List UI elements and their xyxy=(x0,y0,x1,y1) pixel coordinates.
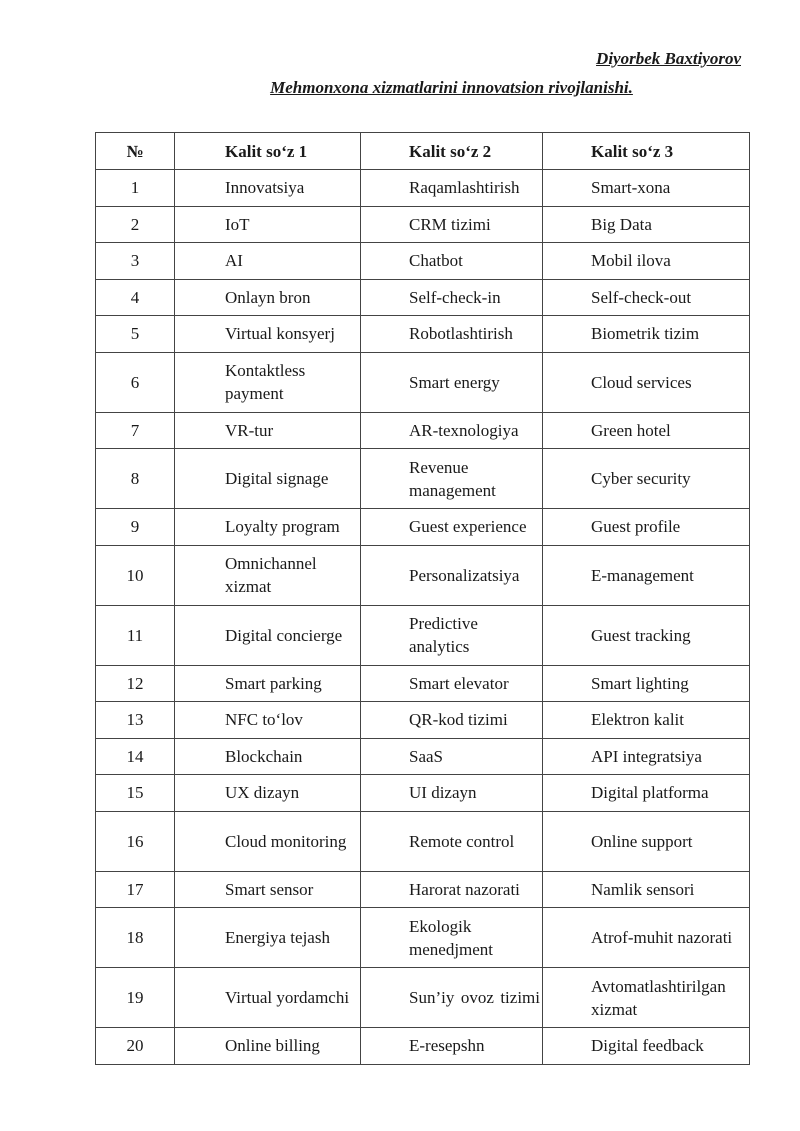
keyword-cell: AR-texnologiya xyxy=(361,412,543,449)
keyword-cell: Digital concierge xyxy=(175,605,361,665)
keyword-cell: Atrof-muhit nazorati xyxy=(543,908,750,968)
keyword-cell: NFC to‘lov xyxy=(175,702,361,739)
keyword-cell: Elektron kalit xyxy=(543,702,750,739)
document-title: Mehmonxona xizmatlarini innovatsion rivojlanishi. xyxy=(270,78,633,97)
keyword-cell: SaaS xyxy=(361,738,543,775)
keyword-cell: Smart sensor xyxy=(175,871,361,908)
keyword-cell: Big Data xyxy=(543,206,750,243)
table-row xyxy=(96,968,750,1028)
row-number-cell: 15 xyxy=(96,775,175,812)
keyword-cell: Onlayn bron xyxy=(175,279,361,316)
keyword-cell: E-management xyxy=(543,545,750,605)
keyword-cell: Smart elevator xyxy=(361,665,543,702)
row-number-cell: 19 xyxy=(96,968,175,1028)
column-header-keyword-3: Kalit so‘z 3 xyxy=(543,133,750,170)
table-row xyxy=(96,545,750,605)
table-row xyxy=(96,279,750,316)
row-number-cell: 9 xyxy=(96,509,175,546)
author-name: Diyorbek Baxtiyorov xyxy=(596,49,741,68)
table-row xyxy=(96,243,750,280)
keyword-cell: Digital platforma xyxy=(543,775,750,812)
table-row xyxy=(96,352,750,412)
keyword-cell: Sun’iy ovoz tizimi xyxy=(361,968,543,1028)
keyword-cell: Personalizatsiya xyxy=(361,545,543,605)
keyword-cell: Smart parking xyxy=(175,665,361,702)
table-row xyxy=(96,509,750,546)
table-row xyxy=(96,1028,750,1065)
table-row xyxy=(96,316,750,353)
keyword-cell: UX dizayn xyxy=(175,775,361,812)
keyword-cell: Namlik sensori xyxy=(543,871,750,908)
table-row xyxy=(96,605,750,665)
keyword-cell: Cloud services xyxy=(543,352,750,412)
keyword-cell: Guest tracking xyxy=(543,605,750,665)
table-row xyxy=(96,449,750,509)
keyword-cell: AI xyxy=(175,243,361,280)
table-row xyxy=(96,871,750,908)
row-number-cell: 3 xyxy=(96,243,175,280)
table-row xyxy=(96,702,750,739)
table-header-row xyxy=(96,133,750,170)
keyword-cell: Digital feedback xyxy=(543,1028,750,1065)
keyword-cell: Virtual yordamchi xyxy=(175,968,361,1028)
table-row xyxy=(96,775,750,812)
keyword-cell: IoT xyxy=(175,206,361,243)
keyword-cell: Revenue management xyxy=(361,449,543,509)
keyword-cell: Biometrik tizim xyxy=(543,316,750,353)
keyword-cell: Energiya tejash xyxy=(175,908,361,968)
keyword-cell: Self-check-in xyxy=(361,279,543,316)
row-number-cell: 8 xyxy=(96,449,175,509)
keyword-cell: E-resepshn xyxy=(361,1028,543,1065)
keyword-cell: Innovatsiya xyxy=(175,170,361,207)
keyword-cell: Kontaktless payment xyxy=(175,352,361,412)
keyword-cell: QR-kod tizimi xyxy=(361,702,543,739)
row-number-cell: 13 xyxy=(96,702,175,739)
row-number-cell: 5 xyxy=(96,316,175,353)
keyword-cell: Virtual konsyerj xyxy=(175,316,361,353)
keyword-cell: Blockchain xyxy=(175,738,361,775)
keyword-cell: Robotlashtirish xyxy=(361,316,543,353)
keyword-cell: VR-tur xyxy=(175,412,361,449)
row-number-cell: 7 xyxy=(96,412,175,449)
column-header-number: № xyxy=(96,133,175,170)
keyword-cell: Cyber security xyxy=(543,449,750,509)
keywords-table xyxy=(95,132,750,1065)
row-number-cell: 11 xyxy=(96,605,175,665)
keyword-cell: Online billing xyxy=(175,1028,361,1065)
keyword-cell: Green hotel xyxy=(543,412,750,449)
keyword-cell: Smart-xona xyxy=(543,170,750,207)
row-number-cell: 12 xyxy=(96,665,175,702)
table-row xyxy=(96,206,750,243)
keyword-cell: Online support xyxy=(543,811,750,871)
keyword-cell: CRM tizimi xyxy=(361,206,543,243)
table-row xyxy=(96,412,750,449)
keyword-cell: Raqamlashtirish xyxy=(361,170,543,207)
keyword-cell: Cloud monitoring xyxy=(175,811,361,871)
keyword-cell: Chatbot xyxy=(361,243,543,280)
row-number-cell: 6 xyxy=(96,352,175,412)
table-row xyxy=(96,170,750,207)
keyword-cell: Predictive analytics xyxy=(361,605,543,665)
table-row xyxy=(96,665,750,702)
row-number-cell: 10 xyxy=(96,545,175,605)
keyword-cell: Remote control xyxy=(361,811,543,871)
column-header-keyword-1: Kalit so‘z 1 xyxy=(175,133,361,170)
keyword-cell: Loyalty program xyxy=(175,509,361,546)
row-number-cell: 16 xyxy=(96,811,175,871)
keyword-cell: Avtomatlashtirilgan xizmat xyxy=(543,968,750,1028)
row-number-cell: 20 xyxy=(96,1028,175,1065)
table-row xyxy=(96,908,750,968)
keyword-cell: API integratsiya xyxy=(543,738,750,775)
table-row xyxy=(96,811,750,871)
keyword-cell: Omnichannel xizmat xyxy=(175,545,361,605)
keyword-cell: UI dizayn xyxy=(361,775,543,812)
table-body xyxy=(96,170,750,1065)
row-number-cell: 18 xyxy=(96,908,175,968)
row-number-cell: 2 xyxy=(96,206,175,243)
keyword-cell: Smart lighting xyxy=(543,665,750,702)
column-header-keyword-2: Kalit so‘z 2 xyxy=(361,133,543,170)
row-number-cell: 17 xyxy=(96,871,175,908)
keyword-cell: Self-check-out xyxy=(543,279,750,316)
keyword-cell: Mobil ilova xyxy=(543,243,750,280)
row-number-cell: 4 xyxy=(96,279,175,316)
row-number-cell: 14 xyxy=(96,738,175,775)
row-number-cell: 1 xyxy=(96,170,175,207)
keyword-cell: Harorat nazorati xyxy=(361,871,543,908)
keyword-cell: Digital signage xyxy=(175,449,361,509)
keyword-cell: Smart energy xyxy=(361,352,543,412)
table-row xyxy=(96,738,750,775)
keyword-cell: Guest experience xyxy=(361,509,543,546)
keyword-cell: Guest profile xyxy=(543,509,750,546)
keyword-cell: Ekologik menedjment xyxy=(361,908,543,968)
